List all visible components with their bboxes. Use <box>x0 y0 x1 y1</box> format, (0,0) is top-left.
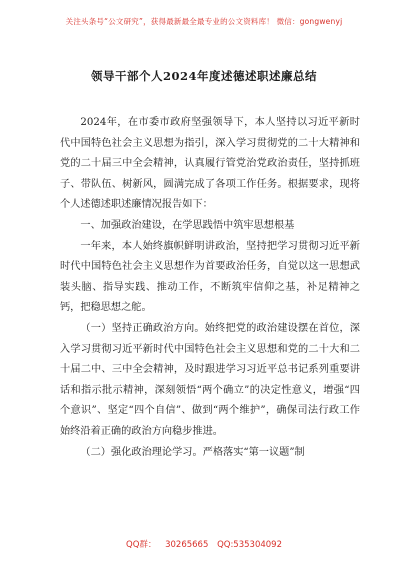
body-paragraph: （一）坚持正确政治方向。始终把党的政治建设摆在首位，深入学习贯彻习近平新时代中国特色社会主义思想和党的二十大和二十届二中、三中全会精神，及时跟进学习习近平总书记系列重要讲话和指示批示精神，深刻领悟“两个确立”的决定性意义，增强“四个意识”、坚定“四个自信”、做到“两个维护”，确保司法行政工作始终沿着正确的政治方向稳步推进。 <box>60 322 360 437</box>
header-promo-note: 关注头条号“公文研究”，获得最新最全最专业的公文资料库！ 微信：gongwenyj <box>65 17 343 26</box>
document-body <box>60 113 360 463</box>
section-heading: 一、加强政治建设，在学思践悟中筑牢思想根基 <box>80 219 295 231</box>
document-title: 领导干部个人2024年度述德述职述廉总结 <box>90 69 317 83</box>
footer-contact-note: QQ群： 30265665 QQ:535304092 <box>126 540 282 550</box>
intro-paragraph: 2024年，在市委市政府坚强领导下，本人坚持以习近平新时代中国特色社会主义思想为指引，深入学习贯彻党的二十大精神和党的二十届三中全会精神，认真履行管党治党政治责任，坚持抓班子、带队伍、树新风，圆满完成了各项工作任务。根据要求，现将个人述德述职述廉情况报告如下： <box>60 117 360 211</box>
body-paragraph: 一年来，本人始终旗帜鲜明讲政治，坚持把学习贯彻习近平新时代中国特色社会主义思想作为首要政治任务，自觉以这一思想武装头脑、指导实践、推动工作，不断筑牢信仰之基，补足精神之钙，把稳思想之舵。 <box>60 240 360 314</box>
body-paragraph: （二）强化政治理论学习。严格落实“第一议题”制 <box>80 446 305 458</box>
